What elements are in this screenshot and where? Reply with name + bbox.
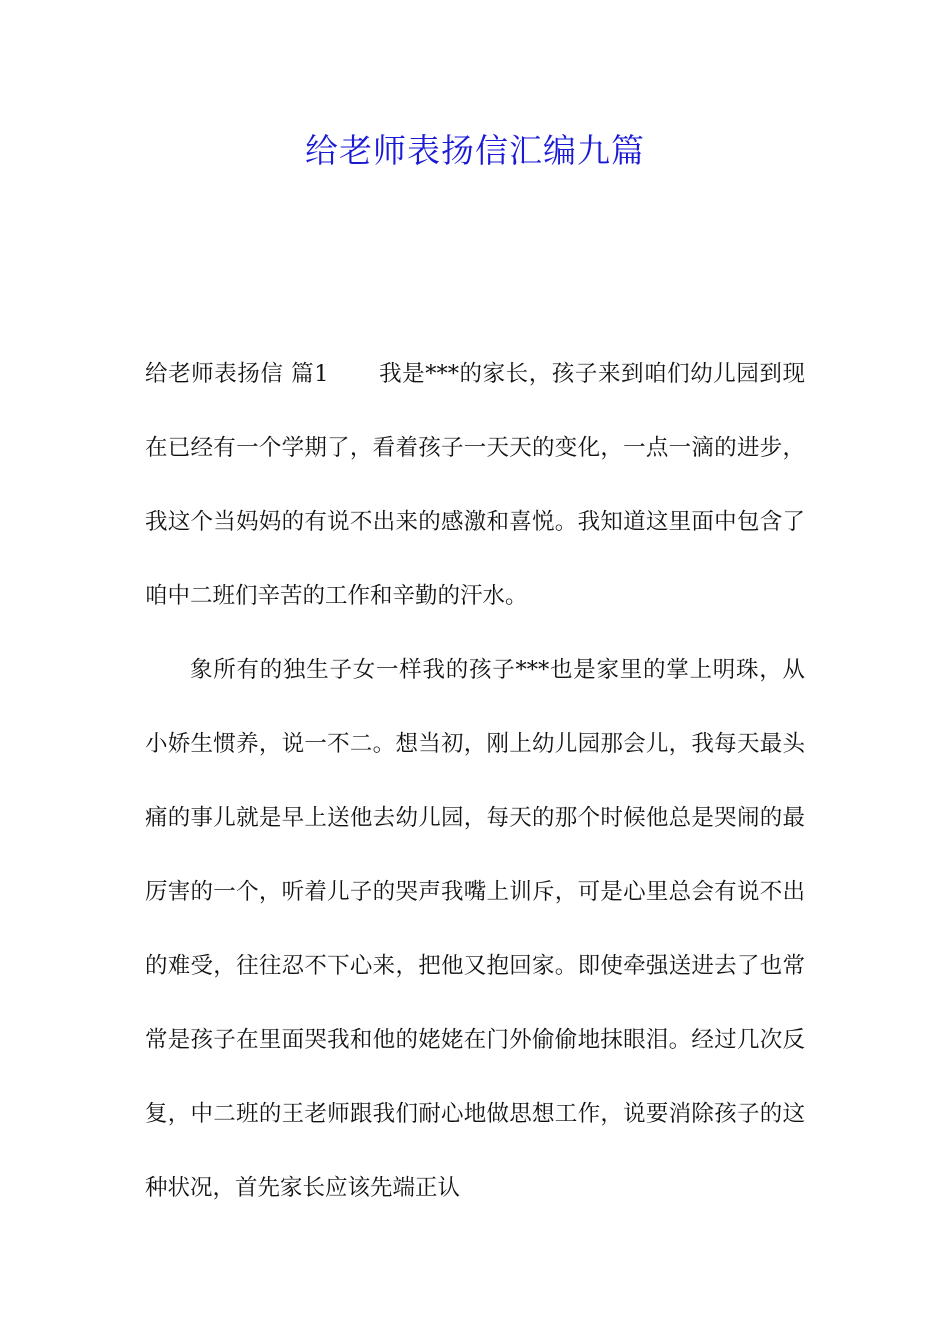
paragraph-1 <box>145 337 805 633</box>
paragraph-1-text: 我是***的家长，孩子来到咱们幼儿园到现在已经有一个学期了，看着孩子一天天的变化，一点一滴的进步，我这个当妈妈的有说不出来的感激和喜悦。我知道这里面中包含了咱中二班们辛苦的工作和辛勤的汗水。 <box>145 361 805 609</box>
section-label: 给老师表扬信 篇1 <box>145 361 329 387</box>
paragraph-2: 象所有的独生子女一样我的孩子***也是家里的掌上明珠，从小娇生惯养，说一不二。想当初，刚上幼儿园那会儿，我每天最头痛的事儿就是早上送他去幼儿园，每天的那个时候他总是哭闹的最厉害的一个，听着儿子的哭声我嘴上训斥，可是心里总会有说不出的难受，往往忍不下心来，把他又抱回家。即使牵强送进去了也常常是孩子在里面哭我和他的姥姥在门外偷偷地抹眼泪。经过几次反复，中二班的王老师跟我们耐心地做思想工作，说要消除孩子的这种状况，首先家长应该先端正认 <box>145 657 805 1201</box>
document-body <box>145 337 805 1225</box>
document-title: 给老师表扬信汇编九篇 <box>305 131 645 170</box>
